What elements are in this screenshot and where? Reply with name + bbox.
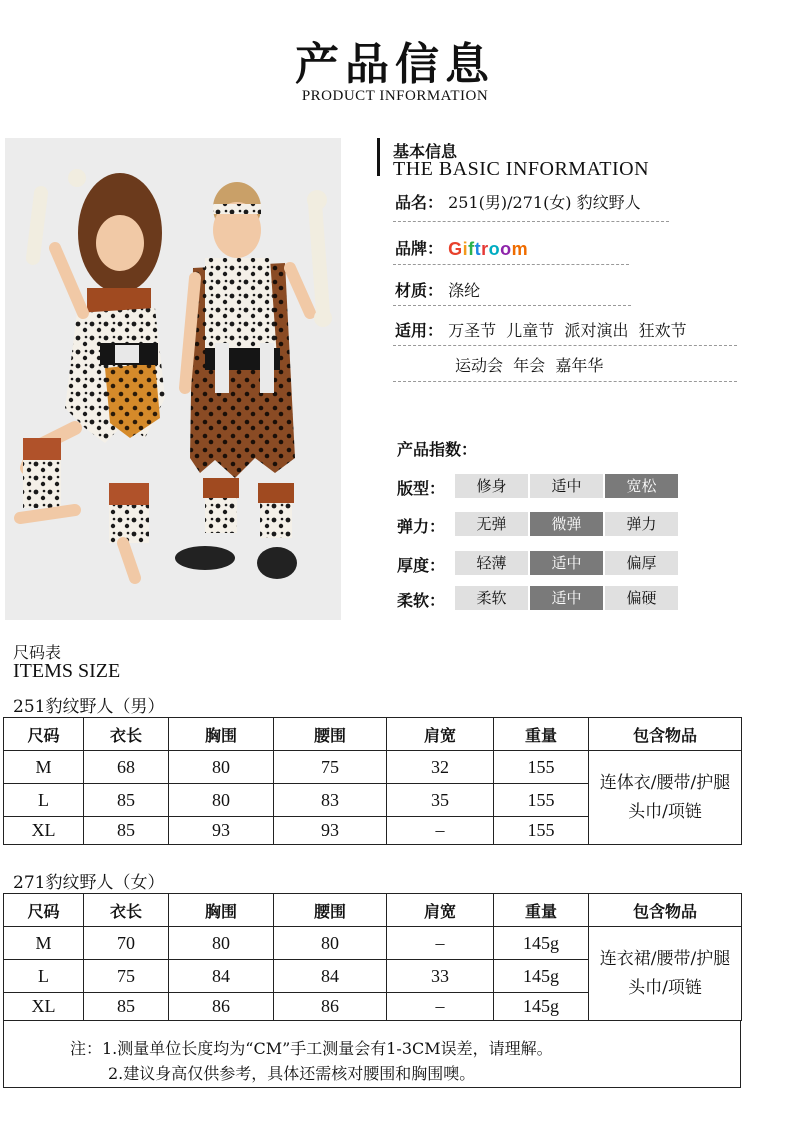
index-option: 偏厚 (605, 551, 678, 575)
table-header-cell: 衣长 (84, 718, 169, 751)
table-header-row (4, 718, 742, 751)
index-label: 版型： (397, 479, 446, 498)
brand-logo-letter: G (448, 239, 463, 259)
included-items-line-2: 头巾/项链 (628, 801, 702, 822)
table-header-cell: 肩宽 (387, 894, 494, 927)
index-option: 偏硬 (605, 586, 678, 610)
table-cell: 80 (169, 784, 274, 817)
size-table-female (3, 893, 742, 1021)
basic-info-subtitle: THE BASIC INFORMATION (393, 158, 650, 180)
index-option: 弹力 (605, 512, 678, 536)
table-cell: 86 (274, 993, 387, 1021)
table-cell: 84 (169, 960, 274, 993)
boy-figure (175, 182, 332, 579)
index-option: 无弹 (455, 512, 528, 536)
product-name-label: 品名： (395, 193, 444, 212)
table-cell: 93 (274, 817, 387, 845)
table-cell: 85 (84, 817, 169, 845)
size-title: 尺码表 (13, 643, 62, 662)
brand-logo-letter: t (474, 239, 482, 259)
table-header-cell: 重量 (494, 894, 589, 927)
divider (393, 264, 629, 265)
usage-line-2 (455, 353, 603, 376)
brand-logo-letter: r (481, 239, 489, 259)
table-cell: M (4, 927, 84, 960)
note-line-1: 注：1.测量单位长度均为“CM”手工测量会有1-3CM误差，请理解。 (70, 1039, 553, 1058)
index-option: 适中 (530, 474, 603, 498)
table-cell: 68 (84, 751, 169, 784)
table-header-cell: 衣长 (84, 894, 169, 927)
table-cell: L (4, 784, 84, 817)
table-header-cell: 尺码 (4, 894, 84, 927)
material-row (395, 278, 480, 301)
brand-row (395, 236, 528, 260)
table-cell: 75 (84, 960, 169, 993)
brand-label: 品牌： (395, 239, 444, 258)
table-cell: 70 (84, 927, 169, 960)
table-cell: – (387, 817, 494, 845)
table-cell: 155 (494, 751, 589, 784)
table-row (4, 751, 742, 784)
usage-label: 适用： (395, 321, 444, 340)
included-items-line-1: 连衣裙/腰带/护腿 (599, 948, 731, 969)
table2-title: 271豹纹野人（女） (13, 873, 165, 893)
index-option: 修身 (455, 474, 528, 498)
brand-logo-letter: o (488, 239, 501, 259)
table-cell: 84 (274, 960, 387, 993)
size-table-male (3, 717, 742, 845)
table-header-cell: 重量 (494, 718, 589, 751)
index-option: 适中 (530, 586, 603, 610)
index-label: 柔软： (397, 591, 446, 610)
table-header-cell: 肩宽 (387, 718, 494, 751)
size-note (3, 1020, 741, 1088)
table-row (4, 927, 742, 960)
table-header-cell: 胸围 (169, 718, 274, 751)
brand-logo-letter: o (500, 239, 512, 259)
table-cell: 75 (274, 751, 387, 784)
table-cell: 155 (494, 784, 589, 817)
costume-kids-illustration (5, 138, 341, 620)
note-line-2: 2.建议身高仅供参考，具体还需核对腰围和胸围噢。 (108, 1064, 476, 1083)
product-name-row (395, 190, 641, 213)
table-cell: 85 (84, 993, 169, 1021)
material-label: 材质： (395, 281, 444, 300)
table-cell: XL (4, 993, 84, 1021)
product-name-value: 251(男)/271(女) 豹纹野人 (448, 193, 641, 212)
page-title: 产品信息 (295, 39, 495, 90)
table-header-cell: 腰围 (274, 894, 387, 927)
size-subtitle: ITEMS SIZE (13, 660, 121, 682)
table-cell: 80 (274, 927, 387, 960)
included-items-cell (589, 927, 742, 1021)
divider (393, 345, 737, 346)
brand-logo-letter: f (468, 239, 475, 259)
table-cell: 35 (387, 784, 494, 817)
table-cell: 155 (494, 817, 589, 845)
brand-logo (448, 239, 528, 260)
index-title: 产品指数： (397, 440, 478, 459)
girl-figure (20, 169, 165, 578)
brand-logo-letter: i (462, 239, 469, 259)
table1-title: 251豹纹野人（男） (13, 697, 165, 717)
usage-line-2-text: 运动会 年会 嘉年华 (455, 356, 604, 375)
table-cell: 145g (494, 960, 589, 993)
table-header-cell: 包含物品 (589, 894, 742, 927)
table-cell: 80 (169, 751, 274, 784)
basic-info-title: 基本信息 (393, 142, 458, 161)
table-cell: 93 (169, 817, 274, 845)
table-cell: 145g (494, 927, 589, 960)
index-option: 宽松 (605, 474, 678, 498)
table-header-cell: 胸围 (169, 894, 274, 927)
included-items-line-1: 连体衣/腰带/护腿 (599, 772, 731, 793)
table-cell: M (4, 751, 84, 784)
index-option: 轻薄 (455, 551, 528, 575)
usage-row (395, 318, 687, 341)
table-cell: 32 (387, 751, 494, 784)
section-marker (377, 138, 380, 176)
brand-logo-letter: m (511, 239, 529, 259)
index-label: 弹力： (397, 517, 446, 536)
table-cell: L (4, 960, 84, 993)
table-cell: – (387, 927, 494, 960)
table-header-cell: 腰围 (274, 718, 387, 751)
table-header-cell: 尺码 (4, 718, 84, 751)
product-photo (5, 138, 341, 620)
index-option: 微弹 (530, 512, 603, 536)
index-label: 厚度： (397, 556, 446, 575)
table-cell: – (387, 993, 494, 1021)
table-cell: 85 (84, 784, 169, 817)
table-header-cell: 包含物品 (589, 718, 742, 751)
table-cell: 145g (494, 993, 589, 1021)
table-cell: 86 (169, 993, 274, 1021)
divider (393, 305, 631, 306)
table-header-row (4, 894, 742, 927)
usage-line-1: 万圣节 儿童节 派对演出 狂欢节 (448, 321, 687, 340)
index-option: 柔软 (455, 586, 528, 610)
included-items-line-2: 头巾/项链 (628, 977, 702, 998)
divider (393, 381, 737, 382)
included-items-cell (589, 751, 742, 845)
material-value: 涤纶 (448, 281, 481, 300)
table-cell: 80 (169, 927, 274, 960)
table-cell: XL (4, 817, 84, 845)
page-subtitle: PRODUCT INFORMATION (301, 88, 489, 104)
table-cell: 83 (274, 784, 387, 817)
divider (393, 221, 669, 222)
index-option: 适中 (530, 551, 603, 575)
table-cell: 33 (387, 960, 494, 993)
